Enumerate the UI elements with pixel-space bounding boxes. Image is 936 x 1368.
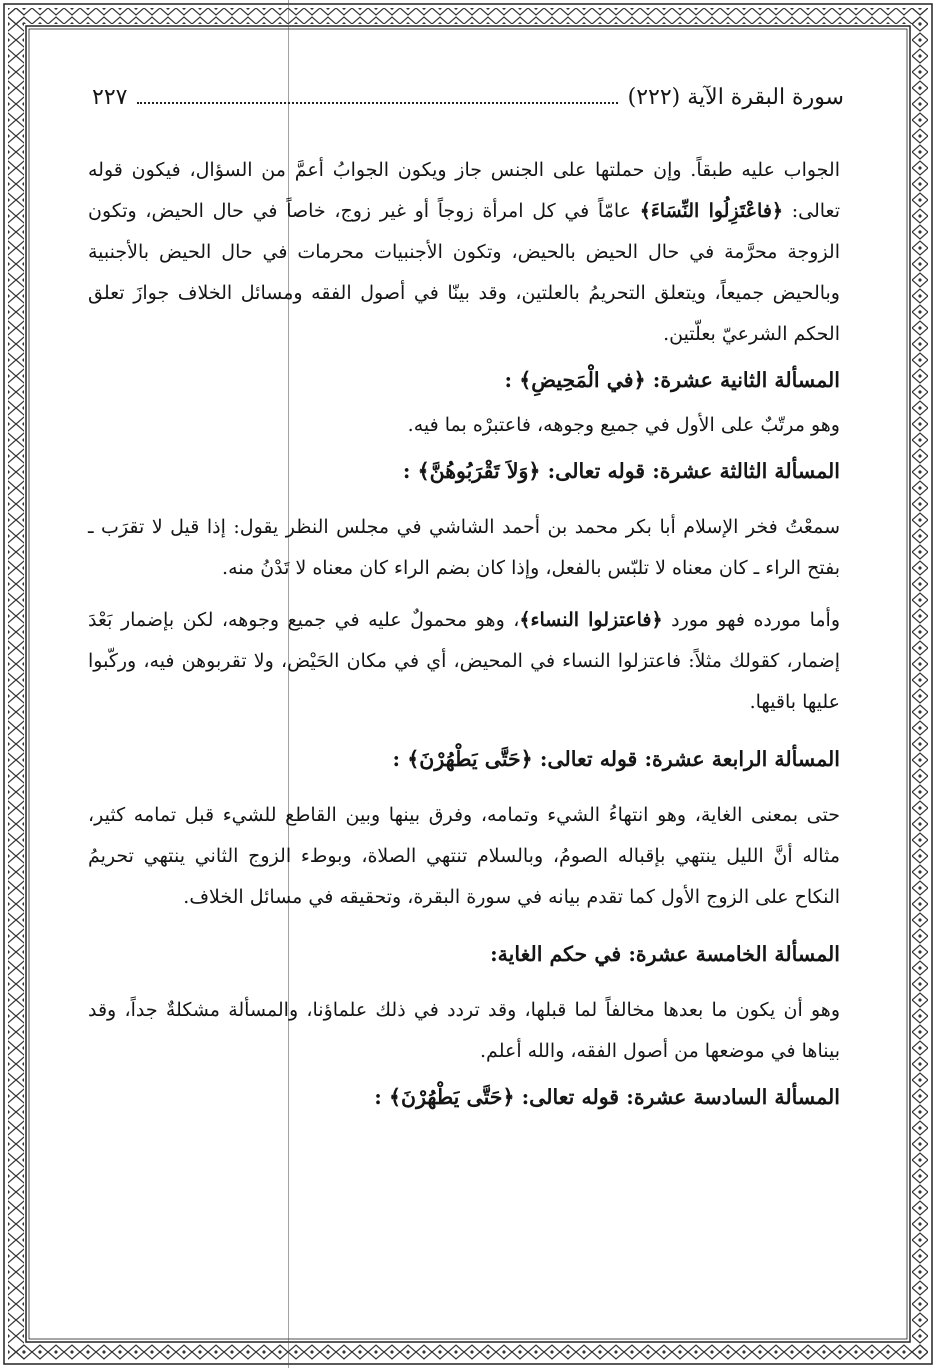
quran-quote: ﴿وَلاَ تَقْرَبُوهُنَّ﴾ [417,459,541,483]
quran-quote: ﴿فاعْتَزِلُوا النِّسَاءَ﴾ [639,200,784,222]
quran-quote: ﴿فاعتزلوا النساء﴾ [519,609,663,631]
paragraph: وهو مرتّبٌ على الأول في جميع وجوهه، فاعتبرْه بما فيه. [407,414,840,436]
paragraph: حتى بمعنى الغاية، وهو انتهاءُ الشيء وتمامه، وفرق بينها وبين القاطع للشيء قبل تمامه كثير، مثاله أنَّ الليل ينتهي بإقباله الصومُ، وبالسلام تنتهي الصلاة، وبوطء الزوج الثاني ينتهي تحريمُ النكاح على الزوج الأول كما تقدم بيانه في سورة البقرة، وتحقيقه في مسائل الخلاف. [88,804,840,908]
section-heading [88,355,840,405]
heading-colon: : [374,1085,382,1109]
quran-quote: ﴿حَتَّى يَطْهُرْنَ﴾ [389,1085,515,1109]
heading-label: المسألة الرابعة عشرة: قوله تعالى: [532,747,840,771]
paragraph-text: ، وهو محمولٌ عليه في جميع وجوهه، لكن بإضمار بَعْدَ إضمار، كقولك مثلاً: فاعتزلوا النساء في المحيض، أي في مكان الحَيْض، ولا تقربوهن فيه، وركّبوا عليها باقيها. [88,609,840,713]
paragraph-text: وأما مورده فهو مورد [662,609,840,631]
heading-label: المسألة الثالثة عشرة: قوله تعالى: [540,459,840,483]
heading-label: المسألة الثانية عشرة: [645,368,840,392]
paragraph-text: عامّاً في كل امرأة زوجاً أو غير زوج، خاصاً في حال الحيض، وتكون الزوجة محرَّمة في حال الحيض بالحيض، وتكون الأجنبيات محرمات في حال الحيض بالأجنبية وبالحيض جميعاً، ويتعلق التحريمُ بالعلتين، وقد بينّا في أصول الفقه ومسائل الخلاف جوازَ تعلق الحكم الشرعيّ بعلّتين. [88,200,840,345]
running-header [92,78,844,116]
paragraph-text: الجواب عليه طبقاً. وإن حملتها على الجنس جاز ويكون الجوابُ أعمَّ من السؤال، فيكون قوله تعالى: [88,159,840,222]
quran-quote: ﴿حَتَّى يَطْهُرْنَ﴾ [407,747,533,771]
paragraph [88,150,840,355]
header-leader-dots [137,102,617,104]
page-body [88,150,840,1122]
heading-colon: : [402,459,411,483]
surah-title: سورة البقرة الآية (٢٢٢) [627,84,844,110]
heading-label: المسألة الخامسة عشرة: في حكم الغاية: [490,942,840,966]
section-heading [88,1072,840,1122]
paragraph [88,600,840,723]
heading-colon: : [504,368,513,392]
section-heading [88,446,840,496]
heading-colon: : [392,747,401,771]
quran-quote: ﴿في الْمَحِيضِ﴾ [519,368,646,392]
section-heading [88,929,840,979]
paragraph: وهو أن يكون ما بعدها مخالفاً لما قبلها، وقد تردد في ذلك علماؤنا، والمسألة مشكلةٌ جداً، وقد بيناها في موضعها من أصول الفقه، والله أعلم. [88,999,840,1062]
section-heading [88,734,840,784]
paragraph: سمعْتُ فخر الإسلام أبا بكر محمد بن أحمد الشاشي في مجلس النظر يقول: إذا قيل لا تقرَب ـ بفتح الراء ـ كان معناه لا تلبّس بالفعل، وإذا كان بضم الراء كان معناه لا تَدْنُ منه. [88,516,840,579]
heading-label: المسألة السادسة عشرة: قوله تعالى: [514,1085,840,1109]
page-number: ٢٢٧ [92,84,128,110]
